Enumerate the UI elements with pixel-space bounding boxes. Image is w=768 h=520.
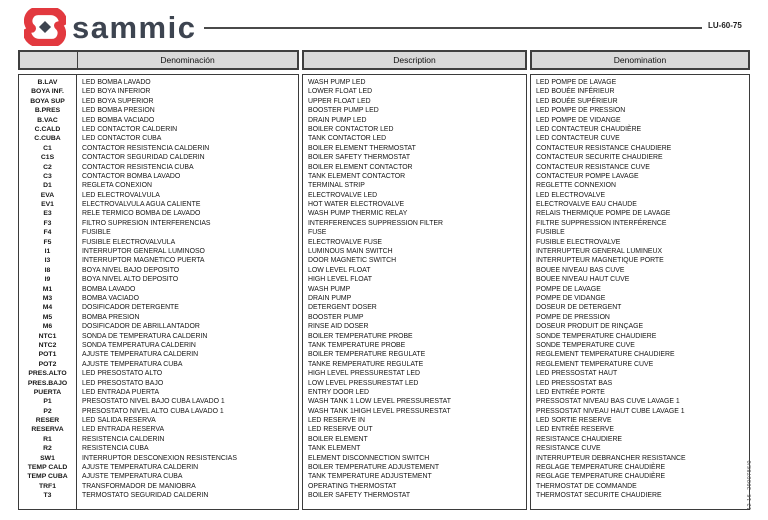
cell-en: LED RESERVE OUT	[308, 426, 373, 434]
cell-en: BOOSTER PUMP LED	[308, 107, 379, 115]
cell-fr: LED ELECTROVALVE	[536, 191, 606, 199]
cell-en: BOILER CONTACTOR LED	[308, 125, 394, 133]
cell-es: AJUSTE TEMPERATURA CALDERIN	[82, 464, 199, 472]
cell-fr: LED POMPE DE LAVAGE	[536, 79, 617, 86]
cell-code: C1	[43, 144, 52, 152]
cell-fr: BOUEE NIVEAU HAUT CUVE	[536, 276, 630, 284]
cell-en: WASH TANK 1HIGH LEVEL PRESSURESTAT	[308, 407, 451, 415]
cell-fr: POMPE DE VIDANGE	[536, 294, 606, 302]
cell-code: TRF1	[39, 482, 56, 490]
cell-fr: LED ENTRÉE PORTE	[536, 388, 605, 396]
cell-en: TANK TEMPERATURE PROBE	[308, 341, 406, 349]
cell-code: F3	[43, 219, 52, 227]
cell-es: FILTRO SUPRESION INTERFERENCIAS	[82, 219, 211, 227]
cell-code: C.CUBA	[34, 135, 61, 143]
cell-es: LED CONTACTOR CALDERIN	[82, 125, 178, 133]
cell-code: NTC1	[38, 332, 57, 340]
cell-code: PUERTA	[33, 388, 62, 396]
cell-code: POT2	[38, 360, 57, 368]
cell-es: DOSIFICADOR DETERGENTE	[82, 304, 179, 312]
cell-en: TANK CONTACTOR LED	[308, 135, 387, 143]
cell-fr: REGLEMENT TEMPERATURE CHAUDIERE	[536, 351, 675, 359]
cell-en: UPPER FLOAT LED	[308, 97, 371, 105]
cell-code: C3	[43, 172, 52, 180]
cell-en: LOW LEVEL FLOAT	[308, 266, 371, 274]
cell-code: P1	[43, 398, 52, 406]
cell-fr: LED BOUÉE SUPÉRIEUR	[536, 97, 618, 105]
logo-wordmark: sammic	[72, 10, 197, 45]
cell-fr: RELAIS THERMIQUE POMPE DE LAVAGE	[536, 210, 671, 218]
cell-code: E3	[43, 210, 52, 218]
cell-fr: LED POMPE DE VIDANGE	[536, 116, 621, 124]
table-header-left	[18, 50, 299, 70]
cell-en: DETERGENT DOSER	[308, 304, 377, 312]
cell-code: M5	[42, 313, 53, 321]
cell-es: BOMBA PRESION	[82, 313, 140, 321]
cell-code: RESER	[35, 417, 60, 425]
cell-fr: INTERRUPTEUR MAGNETIQUE PORTE	[536, 257, 664, 265]
column-en	[303, 75, 526, 509]
cell-fr: SONDE TEMPERATURE CHAUDIERE	[536, 332, 657, 340]
cell-en: BOOSTER PUMP	[308, 313, 364, 321]
cell-fr: REGLAGE TEMPERATURE CHAUDIÈRE	[536, 473, 666, 481]
cell-code: M4	[42, 304, 53, 312]
cell-code: BOYA SUP	[30, 97, 65, 105]
sammic-logo	[24, 6, 196, 48]
cell-fr: FUSIBLE ELECTROVALVE	[536, 238, 621, 246]
cell-es: LED BOMBA VACIADO	[82, 116, 155, 124]
cell-es: LED BOYA SUPERIOR	[82, 97, 154, 105]
cell-code: T3	[43, 492, 52, 500]
cell-code: RESERVA	[31, 426, 64, 434]
cell-es: CONTACTOR BOMBA LAVADO	[82, 172, 181, 180]
cell-es: AJUSTE TEMPERATURA CUBA	[82, 360, 183, 368]
cell-fr: LED CONTACTEUR CHAUDIÈRE	[536, 125, 642, 133]
cell-es: REGLETA CONEXION	[82, 182, 152, 190]
cell-fr: REGLEMENT TEMPERATURE CUVE	[536, 360, 654, 368]
cell-en: WASH PUMP THERMIC RELAY	[308, 210, 408, 218]
header-rule-divider	[204, 27, 702, 29]
cell-en: HIGH LEVEL FLOAT	[308, 276, 372, 284]
cell-code: F4	[43, 229, 52, 237]
cell-code: PRES.BAJO	[27, 379, 68, 387]
cell-en: BOILER SAFETY THERMOSTAT	[308, 154, 411, 162]
cell-en: FUSE	[308, 229, 327, 237]
header-cell-denominacion: Denominación	[160, 55, 215, 65]
cell-es: LED SALIDA RESERVA	[82, 417, 156, 425]
cell-en: TANK ELEMENT CONTACTOR	[308, 172, 406, 180]
cell-fr: REGLETTE CONNEXION	[536, 182, 617, 190]
cell-en: TANK TEMPERATURE ADJUSTEMENT	[308, 473, 432, 481]
cell-fr: LED PRESSOSTAT HAUT	[536, 370, 618, 378]
cell-es: BOYA NIVEL ALTO DEPOSITO	[82, 276, 179, 284]
cell-code: I9	[44, 276, 51, 284]
cell-en: WASH TANK 1 LOW LEVEL PRESSURESTAT	[308, 398, 451, 406]
cell-fr: THERMOSTAT SECURITE CHAUDIERE	[536, 492, 662, 500]
cell-fr: INTERRUPTEUR GENERAL LUMINEUX	[536, 248, 663, 256]
cell-en: OPERATING THERMOSTAT	[308, 482, 397, 490]
cell-en: LOWER FLOAT LED	[308, 88, 373, 96]
cell-code: M3	[42, 294, 53, 302]
cell-es: FUSIBLE ELECTROVALVULA	[82, 238, 176, 246]
cell-en: DRAIN PUMP LED	[308, 116, 367, 124]
cell-es: PRESOSTATO NIVEL BAJO CUBA LAVADO 1	[82, 398, 225, 406]
cell-fr: DOSEUR PRODUIT DE RINÇAGE	[536, 323, 644, 331]
cell-es: PRESOSTATO NIVEL ALTO CUBA LAVADO 1	[82, 407, 224, 415]
cell-code: R2	[43, 445, 52, 453]
cell-en: BOILER TEMPERATURE ADJUSTEMENT	[308, 464, 440, 472]
cell-en: DRAIN PUMP	[308, 294, 352, 302]
cell-es: LED BOYA INFERIOR	[82, 88, 151, 96]
cell-es: LED BOMBA PRESION	[82, 107, 155, 115]
cell-es: BOMBA LAVADO	[82, 285, 136, 293]
cell-code: TEMP CALD	[27, 464, 68, 472]
cell-fr: INTERRUPTEUR DEBRANCHER RESISTANCE	[536, 454, 686, 462]
cell-es: BOYA NIVEL BAJO DEPOSITO	[82, 266, 180, 274]
cell-en: BOILER ELEMENT THERMOSTAT	[308, 144, 416, 152]
cell-fr: LED ENTRÉE RESERVE	[536, 426, 614, 434]
cell-en: RINSE AID DOSER	[308, 323, 369, 331]
cell-es: LED BOMBA LAVADO	[82, 79, 151, 86]
cell-es: LED ELECTROVALVULA	[82, 191, 160, 199]
cell-code: C1S	[40, 154, 55, 162]
cell-fr: PRESSOSTAT NIVEAU BAS CUVE LAVAGE 1	[536, 398, 680, 406]
cell-fr: POMPE DE LAVAGE	[536, 285, 601, 293]
cell-es: SONDA TEMPERATURA CALDERIN	[82, 341, 196, 349]
cell-es: LED PRESOSTATO BAJO	[82, 379, 164, 387]
cell-es: LED CONTACTOR CUBA	[82, 135, 162, 143]
cell-code: D1	[43, 182, 52, 190]
cell-code: P2	[43, 407, 52, 415]
cell-code: I1	[44, 248, 51, 256]
doc-code-label: LU-60-75	[708, 21, 742, 30]
cell-fr: DOSEUR DE DETERGENT	[536, 304, 622, 312]
cell-en: ELECTROVALVE LED	[308, 191, 378, 199]
cell-fr: FILTRE SUPPRESSION INTERFÉRENCE	[536, 219, 667, 227]
header-cell-empty	[20, 52, 78, 68]
cell-fr: CONTACTEUR POMPE LAVAGE	[536, 172, 639, 180]
cell-code: PRES.ALTO	[28, 370, 67, 378]
cell-en: WASH PUMP	[308, 285, 351, 293]
cell-code: EV1	[41, 201, 54, 209]
cell-en: TANKE REMPERATURE REGULATE	[308, 360, 424, 368]
cell-es: CONTACTOR RESISTENCIA CALDERIN	[82, 144, 210, 152]
cell-fr: LED POMPE DE PRESSION	[536, 107, 626, 115]
sammic-logo-icon	[24, 8, 66, 46]
cell-es: TERMOSTATO SEGURIDAD CALDERIN	[82, 492, 209, 500]
cell-code: I3	[44, 257, 51, 265]
cell-code: B.PRES	[34, 107, 61, 115]
cell-es: INTERRUPTOR GENERAL LUMINOSO	[82, 248, 205, 256]
cell-fr: ELECTROVALVE EAU CHAUDE	[536, 201, 637, 209]
cell-en: HIGH LEVEL PRESSURESTAT LED	[308, 370, 420, 378]
column-codes	[19, 75, 77, 509]
cell-es: AJUSTE TEMPERATURA CALDERIN	[82, 351, 199, 359]
cell-es: TRANSFORMADOR DE MANIOBRA	[82, 482, 196, 490]
cell-es: BOMBA VACIADO	[82, 294, 139, 302]
cell-en: HOT WATER ELECTROVALVE	[308, 201, 405, 209]
cell-es: AJUSTE TEMPERATURA CUBA	[82, 473, 183, 481]
cell-fr: LED CONTACTEUR CUVE	[536, 135, 620, 143]
cell-en: ENTRY DOOR LED	[308, 388, 370, 396]
cell-en: WASH PUMP LED	[308, 79, 366, 86]
cell-fr: THERMOSTAT DE COMMANDE	[536, 482, 637, 490]
cell-code: POT1	[38, 351, 57, 359]
cell-en: BOILER SAFETY THERMOSTAT	[308, 492, 411, 500]
cell-fr: RESISTANCE CHAUDIERE	[536, 435, 623, 443]
cell-code: C.CALD	[34, 125, 61, 133]
cell-fr: PRESSOSTAT NIVEAU HAUT CUBE LAVAGE 1	[536, 407, 685, 415]
cell-es: SONDA DE TEMPERATURA CALDERIN	[82, 332, 208, 340]
cell-code: NTC2	[38, 341, 57, 349]
cell-code: BOYA INF.	[31, 88, 64, 96]
side-code-label: 12-16- 2900786/0	[747, 460, 753, 510]
cell-es: ELECTROVALVULA AGUA CALIENTE	[82, 201, 201, 209]
cell-code: I8	[44, 266, 51, 274]
cell-fr: BOUEE NIVEAU BAS CUVE	[536, 266, 625, 274]
cell-code: M1	[42, 285, 53, 293]
cell-en: LUMINOUS MAIN SWITCH	[308, 248, 393, 256]
table-body-box-en	[302, 74, 527, 510]
header-cell-denomination: Denomination	[530, 50, 750, 70]
cell-es: DOSIFICADOR DE ABRILLANTADOR	[82, 323, 200, 331]
cell-en: ELECTROVALVE FUSE	[308, 238, 383, 246]
cell-code: R1	[43, 435, 52, 443]
column-es	[77, 75, 298, 509]
cell-en: BOILER ELEMENT CONTACTOR	[308, 163, 413, 171]
cell-es: RESISTENCIA CUBA	[82, 445, 149, 453]
cell-code: F5	[43, 238, 52, 246]
cell-code: C2	[43, 163, 52, 171]
cell-code: EVA	[40, 191, 55, 199]
cell-es: RESISTENCIA CALDERIN	[82, 435, 165, 443]
cell-fr: CONTACTEUR RESISTANCE CUVE	[536, 163, 650, 171]
cell-es: LED PRESOSTATO ALTO	[82, 370, 163, 378]
cell-en: BOILER TEMPERATURE PROBE	[308, 332, 413, 340]
table-body-box-fr	[530, 74, 750, 510]
cell-en: ELEMENT DISCONNECTION SWITCH	[308, 454, 430, 462]
cell-es: INTERRUPTOR DESCONEXION RESISTENCIAS	[82, 454, 237, 462]
cell-fr: FUSIBLE	[536, 229, 565, 237]
cell-fr: LED SORTIE RESERVE	[536, 417, 612, 425]
cell-fr: SONDE TEMPERATURE CUVE	[536, 341, 635, 349]
cell-es: INTERRUPTOR MAGNETICO PUERTA	[82, 257, 205, 265]
cell-en: LOW LEVEL PRESSURESTAT LED	[308, 379, 419, 387]
cell-en: BOILER TEMPERATURE REGULATE	[308, 351, 426, 359]
column-fr	[531, 75, 749, 509]
cell-code: B.VAC	[37, 116, 58, 124]
table-body-box-es	[18, 74, 299, 510]
cell-code: M6	[42, 323, 53, 331]
cell-es: RELE TERMICO BOMBA DE LAVADO	[82, 210, 201, 218]
cell-fr: REGLAGE TEMPERATURE CHAUDIÈRE	[536, 464, 666, 472]
cell-fr: RESISTANCE CUVE	[536, 445, 601, 453]
cell-es: CONTACTOR SEGURIDAD CALDERIN	[82, 154, 205, 162]
cell-fr: CONTACTEUR SECURITE CHAUDIERE	[536, 154, 663, 162]
cell-en: DOOR MAGNETIC SWITCH	[308, 257, 397, 265]
cell-es: FUSIBLE	[82, 229, 111, 237]
cell-fr: POMPE DE PRESSION	[536, 313, 610, 321]
cell-fr: LED BOUÉE INFÉRIEUR	[536, 88, 615, 96]
cell-en: TERMINAL STRIP	[308, 182, 365, 190]
cell-en: TANK ELEMENT	[308, 445, 361, 453]
cell-code: B.LAV	[37, 79, 58, 86]
cell-es: CONTACTOR RESISTENCIA CUBA	[82, 163, 194, 171]
cell-es: LED ENTRADA PUERTA	[82, 388, 160, 396]
cell-es: LED ENTRADA RESERVA	[82, 426, 165, 434]
cell-code: TEMP CUBA	[27, 473, 68, 481]
cell-code: SW1	[40, 454, 55, 462]
cell-en: BOILER ELEMENT	[308, 435, 368, 443]
cell-en: INTERFERENCES SUPPRESSION FILTER	[308, 219, 444, 227]
cell-fr: CONTACTEUR RESISTANCE CHAUDIERE	[536, 144, 672, 152]
cell-en: LED RESERVE IN	[308, 417, 365, 425]
header-cell-description: Description	[302, 50, 527, 70]
cell-fr: LED PRESSOSTAT BAS	[536, 379, 613, 387]
